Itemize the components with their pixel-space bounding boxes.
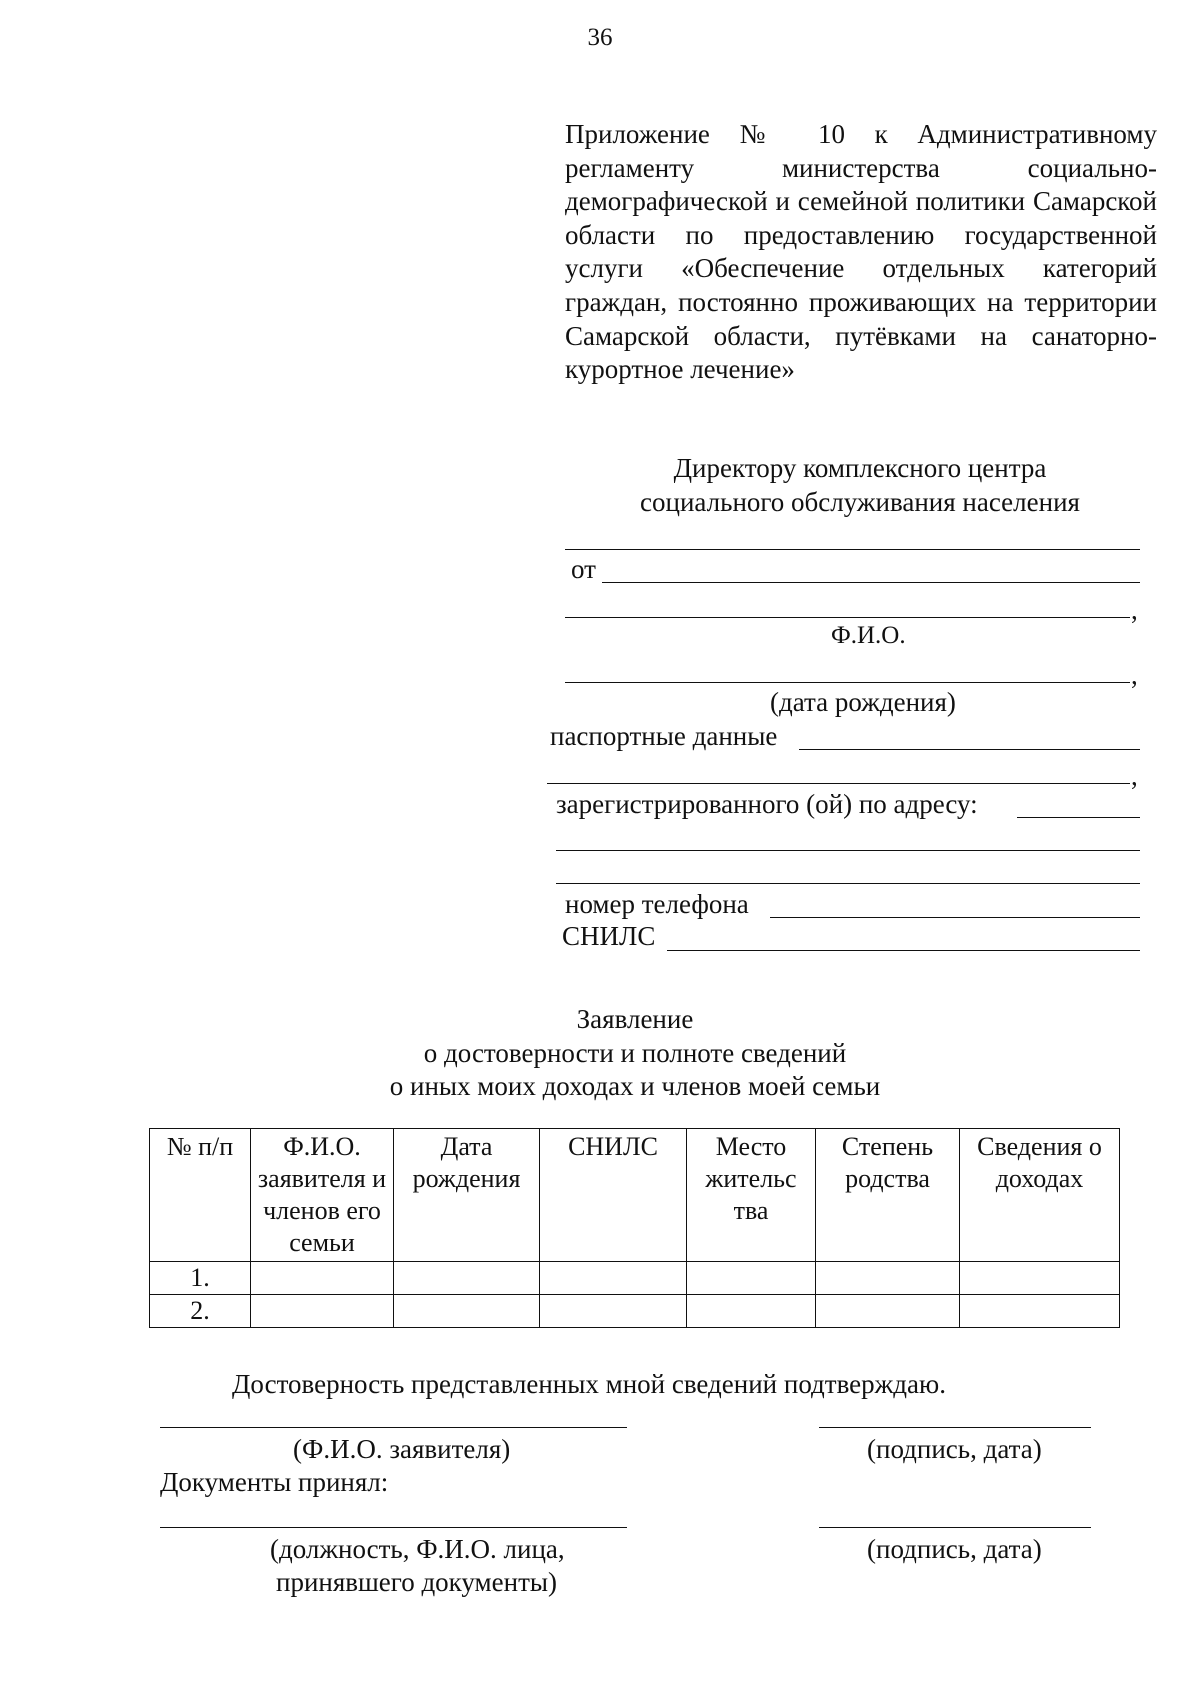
address-label: зарегистрированного (ой) по адресу:	[556, 789, 978, 819]
table-cell[interactable]	[251, 1262, 394, 1295]
confirmation-text: Достоверность представленных мной сведений подтверждаю.	[232, 1369, 946, 1399]
addressee-line-1: Директору комплексного центра	[673, 453, 1047, 483]
passport-line-1[interactable]	[799, 749, 1140, 750]
col-header-number: № п/п	[150, 1129, 251, 1262]
official-fio-line[interactable]	[160, 1527, 627, 1528]
snils-label: СНИЛС	[562, 921, 656, 951]
col-header-income: Сведения о доходах	[960, 1129, 1120, 1262]
table-cell[interactable]	[251, 1295, 394, 1328]
table-cell[interactable]	[816, 1295, 960, 1328]
comma-3: ,	[1131, 761, 1138, 791]
col-header-residence: Место жительс тва	[687, 1129, 816, 1262]
blank-line-addressee[interactable]	[565, 549, 1140, 550]
table-cell[interactable]	[394, 1262, 540, 1295]
table-cell[interactable]	[540, 1295, 687, 1328]
signature-date-caption-1: (подпись, дата)	[867, 1434, 1042, 1464]
comma-1: ,	[1131, 595, 1138, 625]
appendix-reference: Приложение № 10 к Административному регламенту министерства социально-демографической и семейной политики Самарской области по предоставлению государственной услуги «Обеспечение отдельных категорий граждан, постоянно проживающих на территории Самарской области, путёвками на санаторно-курортное лечение»	[565, 119, 1157, 385]
table-cell[interactable]	[394, 1295, 540, 1328]
address-line-1[interactable]	[1017, 817, 1140, 818]
income-table	[149, 1128, 1120, 1328]
passport-label: паспортные данные	[550, 721, 778, 751]
birth-caption: (дата рождения)	[770, 687, 956, 717]
official-signature-line[interactable]	[819, 1527, 1091, 1528]
passport-line-2[interactable]	[547, 783, 1130, 784]
table-row	[150, 1295, 1120, 1328]
col-header-birth-date: Дата рождения	[394, 1129, 540, 1262]
birth-date-line[interactable]	[565, 682, 1130, 683]
applicant-signature-line[interactable]	[819, 1427, 1091, 1428]
applicant-fio-caption: (Ф.И.О. заявителя)	[293, 1434, 511, 1464]
row-number: 2.	[150, 1295, 251, 1328]
table-cell[interactable]	[687, 1295, 816, 1328]
signature-date-caption-2: (подпись, дата)	[867, 1534, 1042, 1564]
snils-line[interactable]	[667, 950, 1140, 951]
phone-line[interactable]	[770, 917, 1140, 918]
row-number: 1.	[150, 1262, 251, 1295]
official-caption-line-2: принявшего документы)	[276, 1567, 558, 1597]
statement-title: Заявление	[576, 1004, 694, 1034]
table-cell[interactable]	[960, 1262, 1120, 1295]
fio-line-2[interactable]	[565, 617, 1130, 618]
statement-subtitle-1: о достоверности и полноте сведений	[423, 1038, 847, 1068]
table-cell[interactable]	[540, 1262, 687, 1295]
from-label: от	[571, 554, 596, 584]
address-line-2[interactable]	[556, 850, 1140, 851]
statement-subtitle-2: о иных моих доходах и членов моей семьи	[389, 1071, 881, 1101]
from-fio-line[interactable]	[602, 582, 1140, 583]
table-cell[interactable]	[816, 1262, 960, 1295]
applicant-fio-line[interactable]	[160, 1427, 627, 1428]
phone-label: номер телефона	[565, 889, 749, 919]
docs-received-label: Документы принял:	[160, 1467, 389, 1497]
fio-caption: Ф.И.О.	[831, 622, 906, 649]
address-line-3[interactable]	[556, 883, 1140, 884]
addressee-line-2: социального обслуживания населения	[640, 487, 1080, 517]
table-cell[interactable]	[687, 1262, 816, 1295]
col-header-relation: Степень родства	[816, 1129, 960, 1262]
page-number: 36	[587, 24, 613, 51]
col-header-fio: Ф.И.О. заявителя и членов его семьи	[251, 1129, 394, 1262]
comma-2: ,	[1131, 660, 1138, 690]
table-header-row	[150, 1129, 1120, 1262]
official-caption-line-1: (должность, Ф.И.О. лица,	[270, 1534, 565, 1564]
col-header-snils: СНИЛС	[540, 1129, 687, 1262]
table-row	[150, 1262, 1120, 1295]
table-cell[interactable]	[960, 1295, 1120, 1328]
